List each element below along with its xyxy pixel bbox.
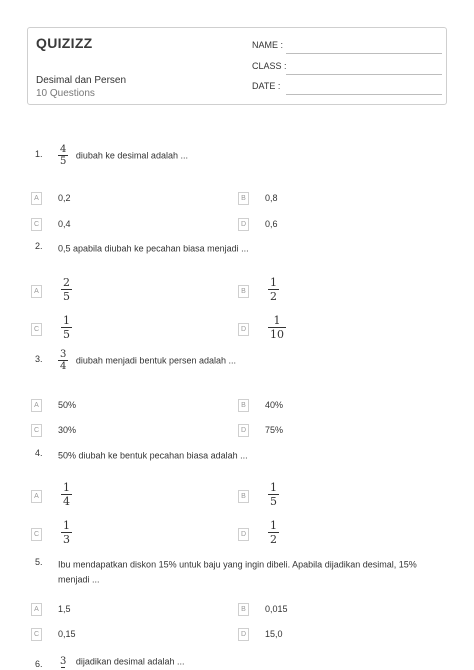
question-number: 6. [35,659,43,669]
option-value [61,314,72,341]
question-fraction [58,656,68,668]
option-fraction [61,519,72,546]
name-field[interactable] [252,40,442,54]
option-denominator: 2 [270,533,277,546]
question-text-content: diubah ke desimal adalah ... [75,150,188,161]
option-letter-box: B [238,603,249,616]
option-value: 30% [58,425,77,435]
option-value [268,276,279,303]
question-text [58,557,438,586]
option-numerator: 1 [63,314,70,327]
question-denominator [61,667,65,668]
option-value [268,314,286,341]
option-denominator: 2 [270,290,277,303]
option-numerator: 1 [270,481,277,494]
option-value: 0,6 [265,219,278,229]
question-number: 2. [35,241,43,251]
option-value: 40% [265,400,284,410]
option-value: 75% [265,425,284,435]
question-text [58,349,438,372]
option-letter-box: D [238,323,249,336]
option-letter-box: B [238,285,249,298]
name-line [286,53,442,54]
option-fraction [268,519,279,546]
question-denominator: 4 [60,361,67,372]
question-fraction [58,349,68,372]
option-fraction [61,276,72,303]
option-value [61,519,72,546]
question-text-content: Ibu mendapatkan diskon 15% untuk baju yang ingin dibeli. Apabila dijadikan desimal, 15% menjadi ... [58,559,417,585]
option-numerator: 1 [63,481,70,494]
option-numerator: 1 [270,519,277,532]
question-text [58,144,438,167]
quizizz-logo: QUIZIZZ [36,35,93,51]
option-numerator: 1 [273,314,281,327]
worksheet-title: Desimal dan Persen [36,75,127,86]
question-fraction [58,144,68,167]
option-letter-box: D [238,218,249,231]
option-letter-box: D [238,628,249,641]
option-letter-box: A [31,285,42,298]
option-letter-box: A [31,490,42,503]
option-denominator: 10 [270,328,284,341]
option-denominator: 5 [270,495,277,508]
option-letter-box: C [31,218,42,231]
question-text-content: 0,5 apabila diubah ke pecahan biasa menjadi ... [58,243,249,254]
option-denominator: 4 [63,495,70,508]
option-letter-box: B [238,490,249,503]
option-value: 50% [58,400,77,410]
question-numerator: 3 [60,349,67,360]
class-line [286,74,442,75]
question-numerator: 3 [60,655,67,667]
question-count: 10 Questions [36,88,95,99]
option-letter-box: C [31,628,42,641]
option-letter-box: D [238,424,249,437]
option-value [268,519,279,546]
date-field[interactable] [252,81,442,95]
option-letter-box: A [31,192,42,205]
option-value [268,481,279,508]
option-numerator: 1 [270,276,277,289]
question-number: 3. [35,354,43,364]
option-value: 0,2 [58,193,71,203]
option-fraction [268,276,279,303]
question-number: 4. [35,448,43,458]
option-letter-box: B [238,399,249,412]
option-numerator: 1 [63,519,70,532]
option-denominator: 3 [63,533,70,546]
date-line [286,94,442,95]
class-field[interactable] [252,61,442,75]
option-fraction [61,314,72,341]
option-letter-box: A [31,603,42,616]
option-fraction [268,481,279,508]
question-text [58,241,438,256]
worksheet-header [27,27,447,105]
option-value [61,276,72,303]
option-value [61,481,72,508]
question-number: 5. [35,557,43,567]
question-denominator: 5 [60,156,67,167]
option-value: 0,8 [265,193,278,203]
option-value: 0,4 [58,219,71,229]
option-letter-box: B [238,192,249,205]
option-letter-box: C [31,528,42,541]
option-letter-box: C [31,424,42,437]
question-text-content: 50% diubah ke bentuk pecahan biasa adalah ... [58,450,248,461]
class-label: CLASS : [252,61,287,71]
option-letter-box: D [238,528,249,541]
option-value: 15,0 [265,629,283,639]
option-letter-box: C [31,323,42,336]
option-numerator: 2 [63,276,70,289]
name-label: NAME : [252,40,284,50]
date-label: DATE : [252,81,281,91]
question-text [58,654,438,669]
option-denominator: 5 [63,328,70,341]
option-value: 1,5 [58,604,71,614]
question-text-content: dijadikan desimal adalah ... [75,656,185,667]
question-numerator: 4 [60,144,67,155]
option-value: 0,015 [265,604,288,614]
option-fraction [61,481,72,508]
option-denominator: 5 [63,290,70,303]
question-number: 1. [35,149,43,159]
option-letter-box: A [31,399,42,412]
question-text-content: diubah menjadi bentuk persen adalah ... [75,355,237,366]
question-text [58,448,438,463]
option-fraction [268,314,286,341]
option-value: 0,15 [58,629,76,639]
